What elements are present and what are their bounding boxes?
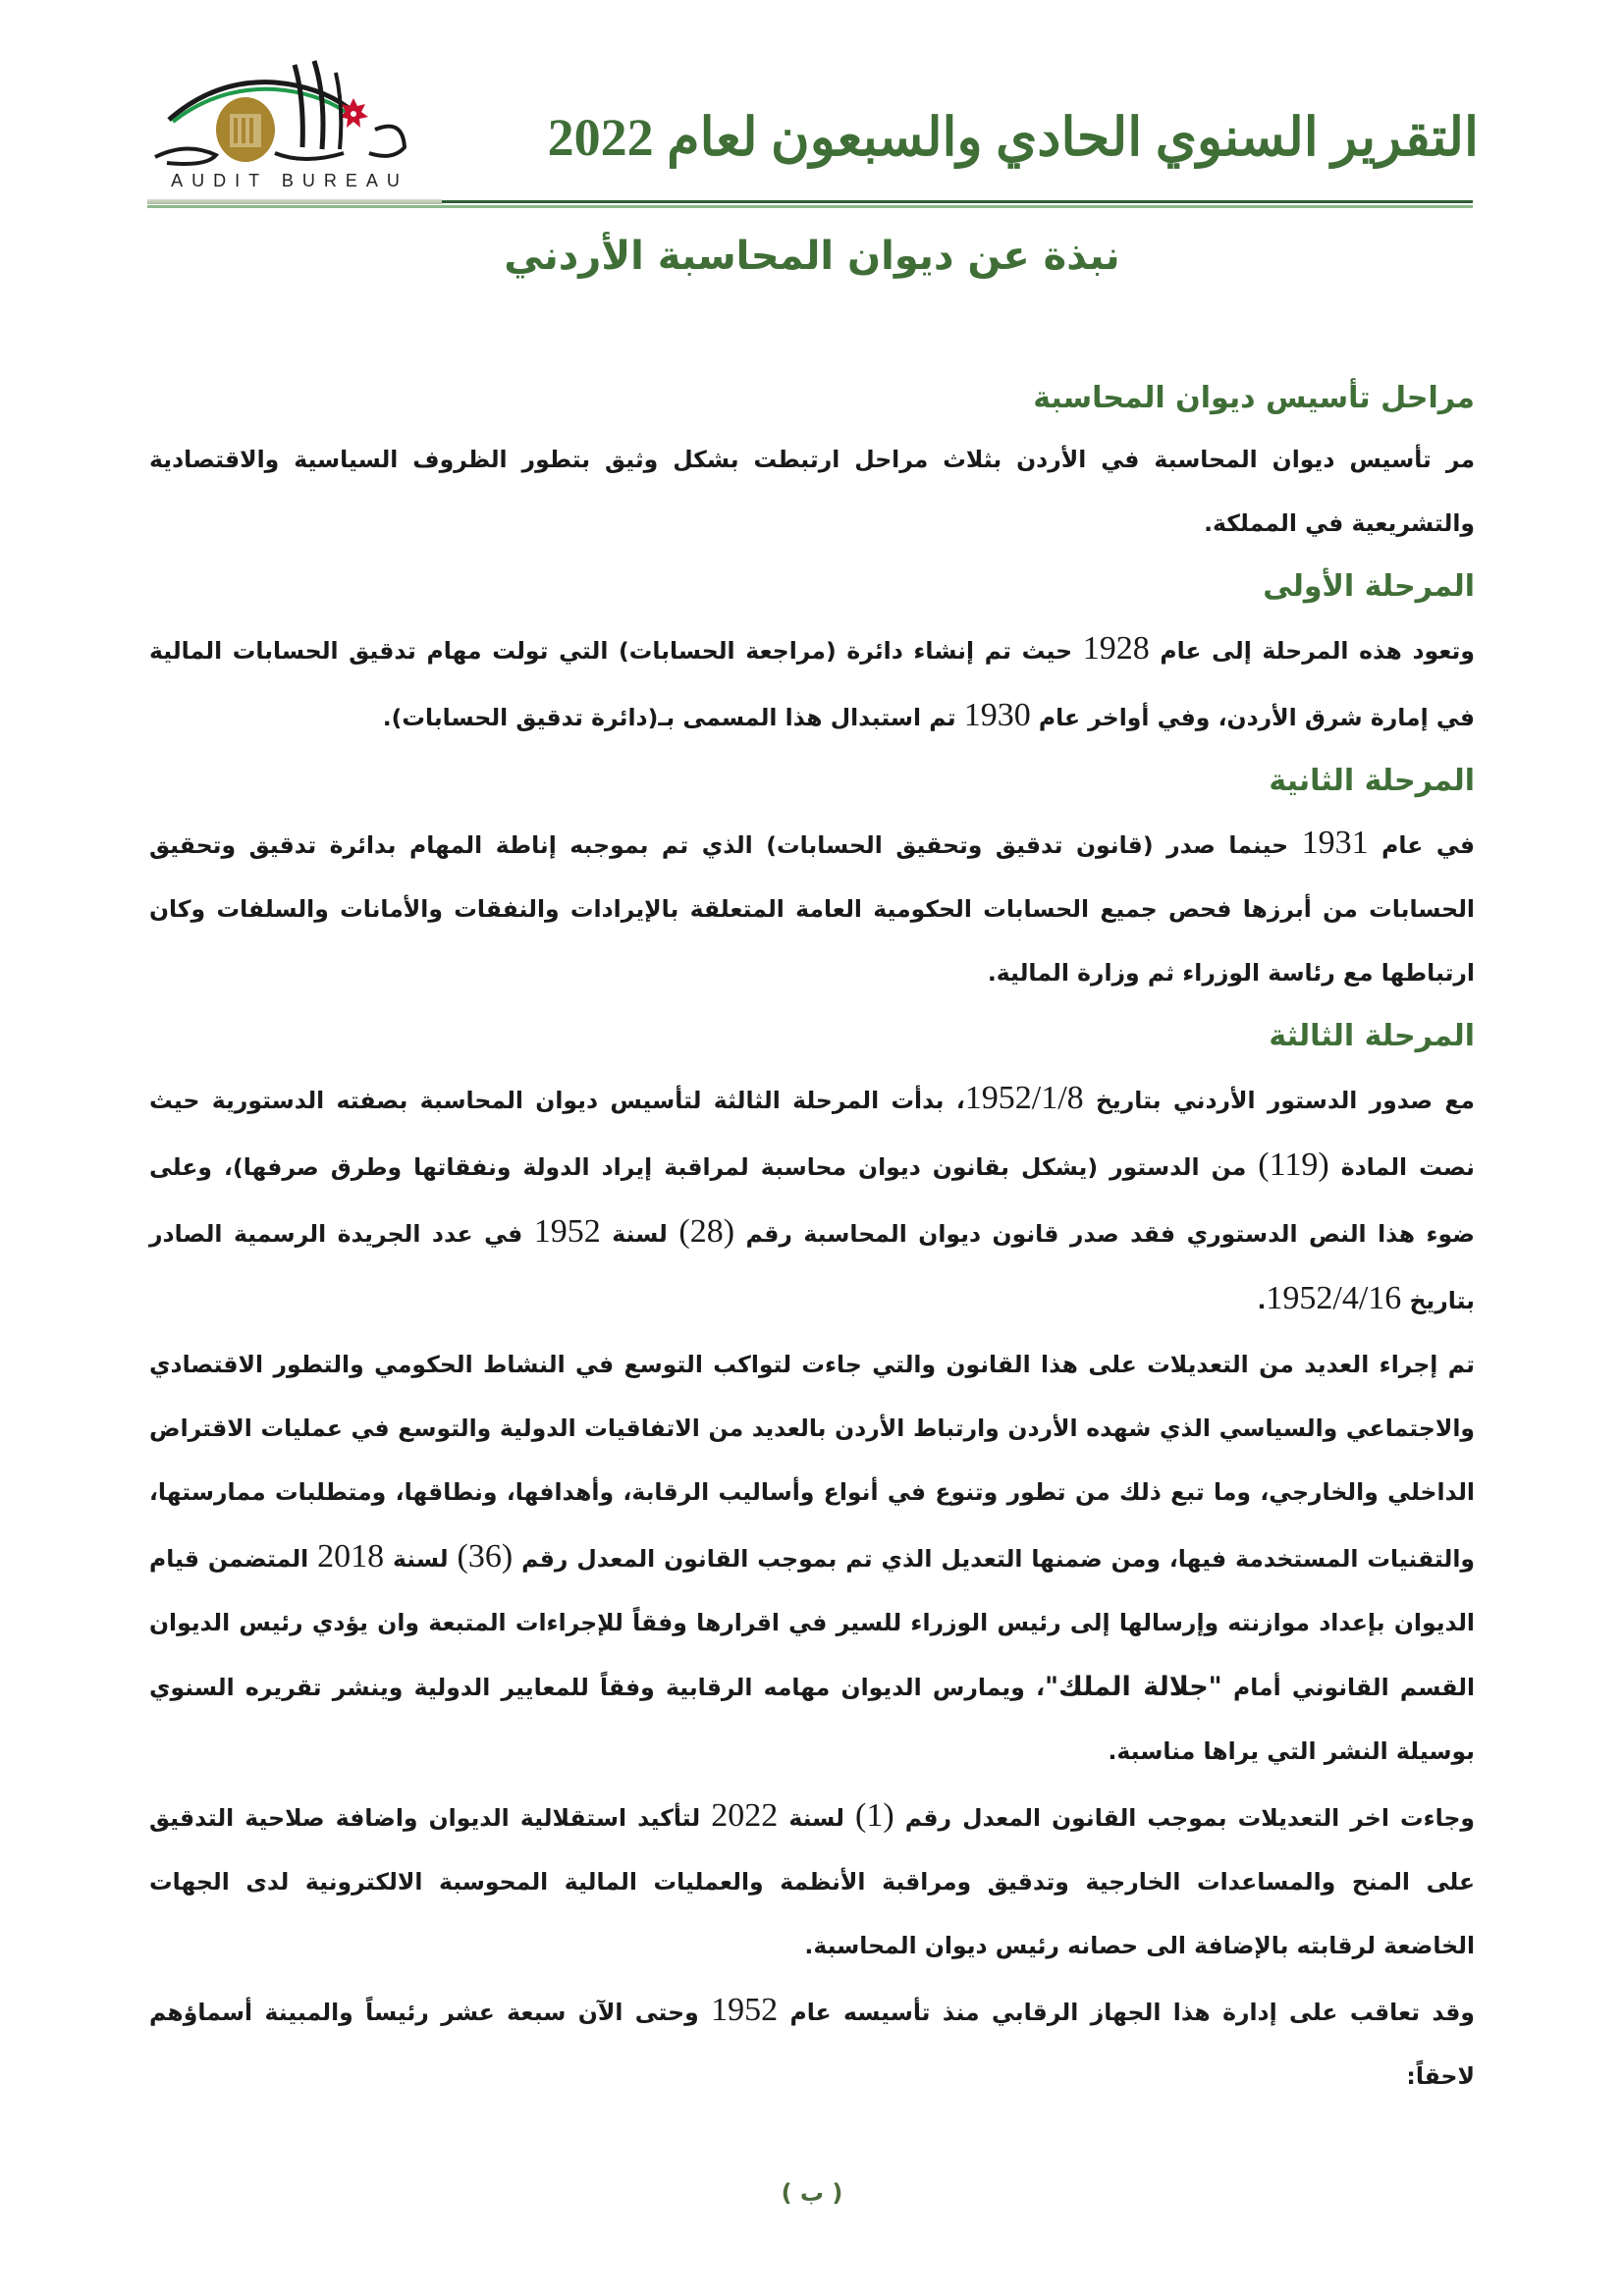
text: . <box>1257 1287 1267 1314</box>
paragraph-stage3-presidents <box>149 1978 1475 2109</box>
section-heading-founding: مراحل تأسيس ديوان المحاسبة <box>1033 381 1475 415</box>
paragraph-stage3-amendments <box>149 1333 1475 1784</box>
paragraph-founding: مر تأسيس ديوان المحاسبة في الأردن بثلاث مراحل ارتبطت بشكل وثيق بتطور الظروف السياسية والاقتصادية والتشريعية في المملكة. <box>149 446 1475 537</box>
paragraph-stage3-latest-amendment <box>149 1784 1475 1978</box>
year-number: 1931 <box>1301 825 1369 861</box>
year-number: 1928 <box>1082 630 1150 667</box>
paragraph-stage3-constitution <box>149 1066 1475 1333</box>
text: وحتى الآن سبعة عشر رئيساً والمبينة أسماؤهم لاحقاً: <box>149 1999 1475 2090</box>
article-number: (119) <box>1258 1147 1329 1183</box>
date-number: 1952/1/8 <box>964 1080 1084 1116</box>
year-number: 2018 <box>317 1538 385 1575</box>
page-title: نبذة عن ديوان المحاسبة الأردني <box>504 234 1120 279</box>
text: لسنة <box>778 1804 855 1832</box>
date-number: 1952/4/16 <box>1266 1280 1402 1316</box>
emphasized-text: "جلالة الملك" <box>1045 1672 1222 1702</box>
text: في عدد الجريدة الرسمية الصادر بتاريخ <box>149 1220 1475 1314</box>
header-divider-dark <box>442 200 1473 203</box>
header-divider-under <box>147 205 1473 208</box>
text: تم إجراء العديد من التعديلات على هذا القانون والتي جاءت لتواكب التوسع في النشاط الحكومي والتطور الاقتصادي والاجتماعي والسياسي الذي شهده الأردن وارتباط الأردن بالعديد من الاتفاقيات الدولية والتوسع في عمليات الاقتراض الداخلي والخارجي، وما تبع ذلك من تطور وتنوع في أنواع وأساليب الرقابة، وأهدافها، ونطاقها، ومتطلبات ممارستها، والتقنيات المستخدمة فيها، ومن ضمنها التعديل الذي تم بموجب القانون المعدل رقم <box>149 1351 1475 1573</box>
year-number: 1952 <box>533 1213 601 1250</box>
law-number: (1) <box>855 1797 894 1834</box>
text: لتأكيد استقلالية الديوان واضافة صلاحية التدقيق على المنح والمساعدات الخارجية وتدقيق ومراقبة الأنظمة والعمليات المالية المحوسبة الالكترونية لدى الجهات الخاضعة لرقابته بالإضافة الى حصانه رئيس ديوان المحاسبة. <box>149 1804 1475 1959</box>
audit-bureau-emblem-icon <box>147 59 432 169</box>
law-number: (36) <box>457 1538 514 1575</box>
text: من الدستور (يشكل بقانون ديوان محاسبة لمراقبة إيراد الدولة ونفقاتها وطرق صرفها)، وعلى ضوء هذا النص الدستوري فقد صدر قانون ديوان المحاسبة رقم <box>149 1153 1475 1248</box>
text: مع صدور الدستور الأردني بتاريخ <box>1083 1087 1475 1114</box>
header-divider <box>147 199 1473 211</box>
text: تم استبدال هذا المسمى بـ(دائرة تدقيق الحسابات). <box>382 704 964 731</box>
text: المتضمن قيام الديوان بإعداد موازنته وإرسالها إلى رئيس الوزراء للسير في اقرارها وفقاً للإجراءات المتبعة وان يؤدي رئيس الديوان القسم القانوني أمام <box>149 1545 1475 1701</box>
law-number: (28) <box>678 1213 735 1250</box>
document-body <box>149 369 1475 2109</box>
text: ، ويمارس الديوان مهامه الرقابية وفقاً للمعايير الدولية وينشر تقريره السنوي بوسيلة النشر التي يراها مناسبة. <box>149 1674 1475 1765</box>
text: في عام <box>1368 831 1475 859</box>
year-number: 1930 <box>963 697 1031 733</box>
paragraph-stage2 <box>149 811 1475 1005</box>
paragraph-stage1 <box>149 616 1475 750</box>
text: وقد تعاقب على إدارة هذا الجهاز الرقابي منذ تأسيسه عام <box>778 1999 1475 2026</box>
audit-bureau-logo <box>147 59 432 191</box>
section-heading-stage1: المرحلة الأولى <box>1263 569 1475 604</box>
page-header <box>0 0 1624 206</box>
text: حينما صدر (قانون تدقيق وتحقيق الحسابات) الذي تم بموجبه إناطة المهام بدائرة تدقيق وتحقيق الحسابات من أبرزها فحص جميع الحسابات الحكومية العامة المتعلقة بالإيرادات والنفقات والأمانات والسلفات وكان ارتباطها مع رئاسة الوزراء ثم وزارة المالية. <box>149 831 1475 987</box>
year-number: 2022 <box>711 1797 779 1834</box>
section-heading-stage2: المرحلة الثانية <box>1269 764 1475 798</box>
year-number: 1952 <box>711 1992 779 2028</box>
section-heading-stage3: المرحلة الثالثة <box>1269 1019 1475 1053</box>
page-number: ( ب ) <box>781 2179 843 2207</box>
text: وتعود هذه المرحلة إلى عام <box>1149 637 1475 665</box>
header-divider-light <box>147 199 442 204</box>
logo-caption: AUDIT BUREAU <box>171 171 408 190</box>
text: لسنة <box>384 1545 458 1573</box>
text: لسنة <box>600 1220 679 1248</box>
text: ، بدأت المرحلة الثالثة لتأسيس ديوان المحاسبة بصفته الدستورية حيث نصت المادة <box>149 1087 1475 1181</box>
text: حيث تم إنشاء دائرة (مراجعة الحسابات) التي تولت مهام تدقيق الحسابات المالية في إمارة شرق الأردن، وفي أواخر عام <box>149 637 1475 731</box>
text: وجاءت اخر التعديلات بموجب القانون المعدل رقم <box>893 1804 1475 1832</box>
report-title: التقرير السنوي الحادي والسبعون لعام 2022 <box>547 108 1479 167</box>
